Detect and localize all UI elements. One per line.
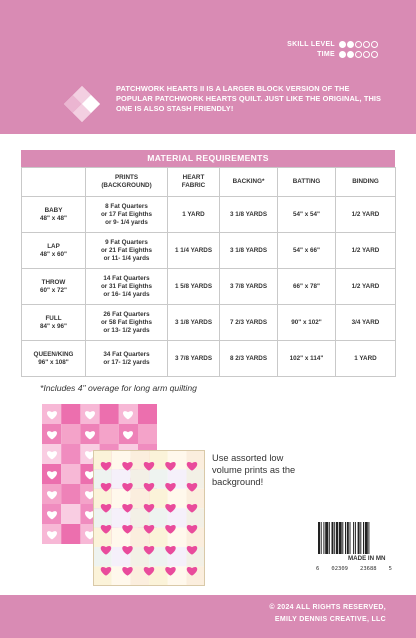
empty-dot-icon (355, 41, 362, 48)
filled-dot-icon (339, 51, 346, 58)
prints-line: or 13- 1/2 yards (103, 326, 150, 334)
time-dots (339, 51, 378, 58)
heart-fabric-cell: 1 YARD (168, 197, 220, 233)
material-requirements (21, 150, 395, 377)
filled-dot-icon (347, 51, 354, 58)
prints-line: or 31 Fat Eighths (100, 282, 153, 290)
binding-cell: 1 YARD (336, 341, 396, 377)
copyright-line-2: EMILY DENNIS CREATIVE, LLC (274, 616, 386, 623)
batting-cell: 66" x 78" (278, 269, 336, 305)
header-heart-fabric: HEART FABRIC (168, 168, 220, 197)
barcode-digits (316, 566, 392, 572)
heart-fabric-cell: 3 7/8 YARDS (168, 341, 220, 377)
intro-text: PATCHWORK HEARTS II IS A LARGER BLOCK VERSION OF THE POPULAR PATCHWORK HEARTS QUILT. JUST LIKE THE ORIGINAL, THIS ONE IS ALSO STASH FRIENDLY! (116, 84, 382, 113)
time-row (317, 51, 378, 58)
binding-cell: 1/2 YARD (336, 197, 396, 233)
table-row (22, 305, 396, 341)
batting-cell: 90" x 102" (278, 305, 336, 341)
footnote: *Includes 4" overage for long arm quilting (40, 383, 197, 393)
skill-level-label: SKILL LEVEL (287, 41, 335, 48)
table-row (22, 197, 396, 233)
prints-cell (86, 341, 168, 377)
size-cell (22, 269, 86, 305)
size-name: BABY (44, 206, 63, 214)
size-dims: 48" x 48" (40, 214, 67, 222)
prints-line: 14 Fat Quarters (103, 274, 150, 282)
header-size (22, 168, 86, 197)
size-cell (22, 341, 86, 377)
backing-cell: 3 1/8 YARDS (220, 197, 278, 233)
batting-cell: 102" x 114" (278, 341, 336, 377)
barcode-digit-group: 23688 (360, 566, 377, 572)
filled-dot-icon (339, 41, 346, 48)
prints-line: 8 Fat Quarters (105, 202, 148, 210)
prints-line: or 17- 1/2 yards (103, 358, 150, 366)
skill-level-dots (339, 41, 378, 48)
empty-dot-icon (371, 41, 378, 48)
header-backing: BACKING* (220, 168, 278, 197)
header-prints: PRINTS (BACKGROUND) (86, 168, 168, 197)
size-name: QUEEN/KING (33, 350, 74, 358)
prints-line: or 21 Fat Eighths (100, 246, 153, 254)
empty-dot-icon (371, 51, 378, 58)
heart-fabric-cell: 1 5/8 YARDS (168, 269, 220, 305)
made-in-label: MADE IN MN (348, 555, 386, 562)
material-requirements-title: MATERIAL REQUIREMENTS (21, 150, 395, 167)
prints-line: or 9- 1/4 yards (105, 218, 148, 226)
size-dims: 60" x 72" (40, 286, 67, 294)
time-label: TIME (317, 51, 335, 58)
batting-cell: 54" x 66" (278, 233, 336, 269)
table-row (22, 269, 396, 305)
table-row (22, 341, 396, 377)
empty-dot-icon (363, 51, 370, 58)
prints-line: or 16- 1/4 yards (103, 290, 150, 298)
copyright (269, 602, 386, 626)
barcode-digit-group: 02309 (331, 566, 348, 572)
table-header-row (22, 168, 396, 197)
binding-cell: 1/2 YARD (336, 233, 396, 269)
barcode-digit-group: 5 (388, 566, 392, 572)
prints-line: 9 Fat Quarters (105, 238, 148, 246)
size-cell (22, 197, 86, 233)
copyright-line-1: © 2024 ALL RIGHTS RESERVED, (269, 604, 386, 611)
backing-cell: 3 1/8 YARDS (220, 233, 278, 269)
heart-logo-icon (60, 82, 104, 126)
binding-cell: 1/2 YARD (336, 269, 396, 305)
heart-fabric-cell: 3 1/8 YARDS (168, 305, 220, 341)
table-row (22, 233, 396, 269)
backing-cell: 3 7/8 YARDS (220, 269, 278, 305)
prints-cell (86, 305, 168, 341)
size-name: LAP (47, 242, 60, 250)
size-cell (22, 233, 86, 269)
size-dims: 84" x 96" (40, 322, 67, 330)
background-note: Use assorted low volume prints as the background! (212, 453, 296, 487)
heart-fabric-cell: 1 1/4 YARDS (168, 233, 220, 269)
prints-line: or 58 Fat Eighths (100, 318, 153, 326)
prints-cell (86, 269, 168, 305)
size-cell (22, 305, 86, 341)
prints-line: 34 Fat Quarters (103, 350, 150, 358)
materials-table (21, 167, 396, 377)
size-name: THROW (41, 278, 66, 286)
header-batting: BATTING (278, 168, 336, 197)
skill-level-row (287, 41, 378, 48)
header-binding: BINDING (336, 168, 396, 197)
empty-dot-icon (355, 51, 362, 58)
prints-cell (86, 197, 168, 233)
size-dims: 48" x 60" (40, 250, 67, 258)
batting-cell: 54" x 54" (278, 197, 336, 233)
size-dims: 96" x 108" (38, 358, 69, 366)
size-name: FULL (45, 314, 62, 322)
backing-cell: 7 2/3 YARDS (220, 305, 278, 341)
prints-line: 26 Fat Quarters (103, 310, 150, 318)
prints-line: or 17 Fat Eighths (100, 210, 153, 218)
prints-cell (86, 233, 168, 269)
backing-cell: 8 2/3 YARDS (220, 341, 278, 377)
empty-dot-icon (363, 41, 370, 48)
binding-cell: 3/4 YARD (336, 305, 396, 341)
filled-dot-icon (347, 41, 354, 48)
light-quilt-image (93, 450, 205, 586)
prints-line: or 11- 1/4 yards (103, 254, 150, 262)
barcode-digit-group: 6 (316, 566, 320, 572)
